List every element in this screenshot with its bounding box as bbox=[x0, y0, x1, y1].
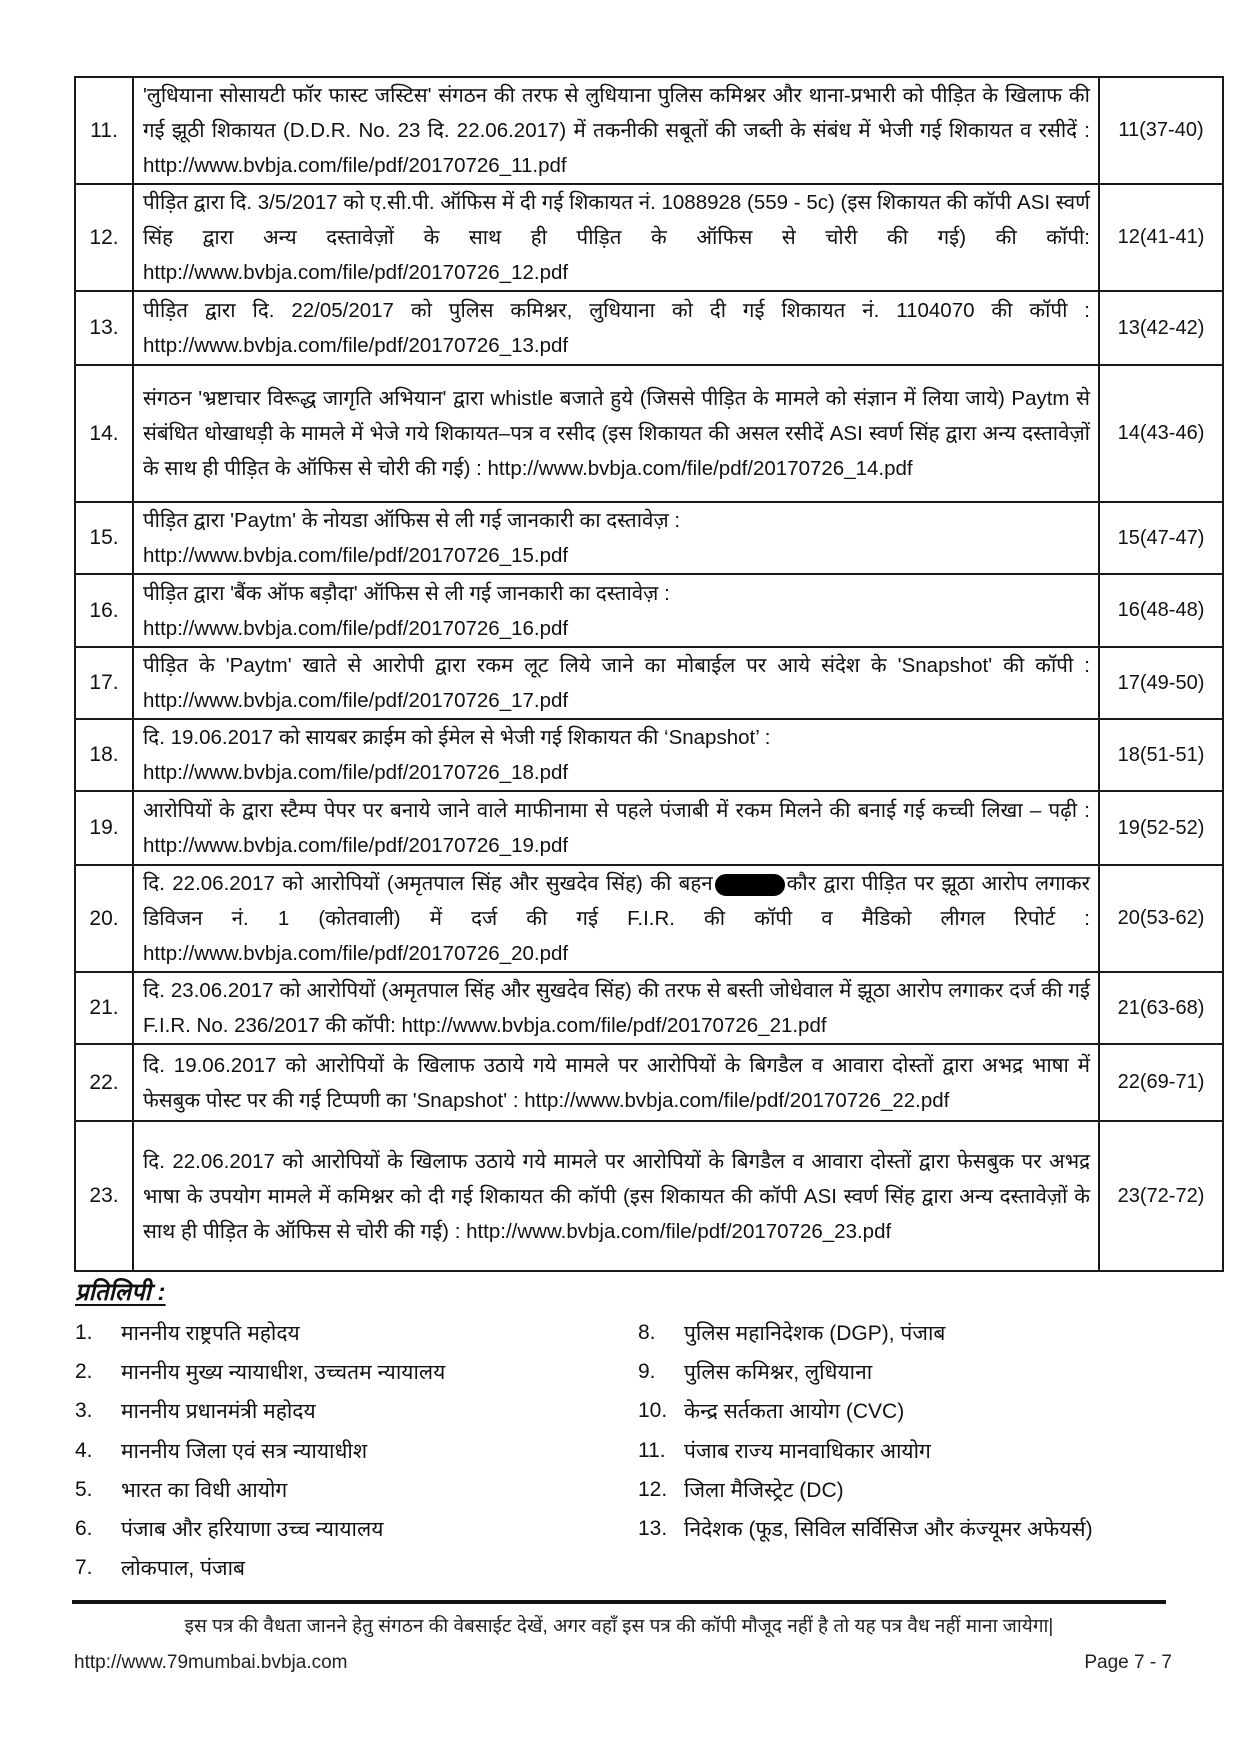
table-row bbox=[75, 719, 1223, 791]
description-text: दि. 23.06.2017 को आरोपियों (अमृतपाल सिंह और सुखदेव सिंह) की तरफ से बस्ती जोधेवाल में झूठा आरोप लगाकर दर्ज की गई F.I.R. No. 236/2017 की कॉपी: http://www.bvbja.com/file/pdf/20170726_21.pdf bbox=[143, 979, 1090, 1037]
description-text: पीड़ित द्वारा 'Paytm' के नोयडा ऑफिस से ली गई जानकारी का दस्तावेज़ : bbox=[143, 509, 681, 532]
footer-validity-note: इस पत्र की वैधता जानने हेतु संगठन की वेबसाईट देखें, अगर वहाँ इस पत्र की कॉपी मौजूद नहीं है तो यह पत्र वैध नहीं माना जायेगा| bbox=[184, 1616, 1054, 1637]
list-item bbox=[75, 1549, 445, 1588]
document-link[interactable]: http://www.bvbja.com/file/pdf/20170726_15.pdf bbox=[143, 544, 569, 567]
redaction-mark bbox=[715, 874, 785, 896]
list-item-text: पुलिस महानिदेशक (DGP), पंजाब bbox=[684, 1321, 946, 1345]
row-number: 17. bbox=[75, 647, 133, 719]
table-row bbox=[75, 972, 1223, 1044]
description-text: आरोपियों के द्वारा स्टैम्प पेपर पर बनाये जाने वाले माफीनामा से पहले पंजाबी में रकम मिलने की बनाई गई कच्ची लिखा – पढ़ी : http://www.bvbja.com/file/pdf/20170726_19.pdf bbox=[143, 799, 1090, 857]
table-row bbox=[75, 365, 1223, 502]
page-reference: 14(43-46) bbox=[1099, 365, 1223, 502]
row-description bbox=[133, 647, 1099, 719]
list-item-text: भारत का विधी आयोग bbox=[121, 1478, 288, 1502]
table-row bbox=[75, 647, 1223, 719]
list-item-number: 3. bbox=[75, 1399, 93, 1423]
list-item-text: माननीय मुख्य न्यायाधीश, उच्चतम न्यायालय bbox=[121, 1360, 446, 1384]
description-text: पीड़ित द्वारा दि. 22/05/2017 को पुलिस कमिश्नर, लुधियाना को दी गई शिकायत नं. 1104070 की कॉपी : http://www.bvbja.com/file/pdf/20170726_13.pdf bbox=[143, 299, 1090, 357]
row-number: 14. bbox=[75, 365, 133, 502]
row-description bbox=[133, 77, 1099, 184]
table-row bbox=[75, 502, 1223, 574]
page-reference: 17(49-50) bbox=[1099, 647, 1223, 719]
list-item-number: 7. bbox=[75, 1556, 93, 1580]
description-text: पीड़ित द्वारा 'बैंक ऑफ बड़ौदा' ऑफिस से ली गई जानकारी का दस्तावेज़ : bbox=[143, 581, 670, 605]
description-text: दि. 19.06.2017 को आरोपियों के खिलाफ उठाये गये मामले पर आरोपियों के बिगडैल व आवारा दोस्तों द्वारा अभद्र भाषा में फेसबुक पोस्ट पर की गई टिप्पणी का 'Snapshot' : http://www.bvbja.com/file/pdf/20170726_22.pdf bbox=[143, 1053, 1090, 1112]
description-text: संगठन 'भ्रष्टाचार विरूद्ध जागृति अभियान' द्वारा whistle बजाते हुये (जिससे पीड़ित के मामले को संज्ञान में लिया जाये) Paytm से संबंधित धोखाधड़ी के मामले में भेजे गये शिकायत–पत्र व रसीद (इस शिकायत की असल रसीदें ASI स्वर्ण सिंह द्वारा अन्य दस्तावेज़ों के साथ ही पीड़ित के ऑफिस से चोरी की गई) : http://www.bvbja.com/file/pdf/20170726_14.pdf bbox=[143, 387, 1090, 480]
list-item-number: 10. bbox=[638, 1399, 668, 1423]
list-item-number: 1. bbox=[75, 1320, 93, 1344]
row-number: 18. bbox=[75, 719, 133, 791]
list-item-number: 6. bbox=[75, 1517, 93, 1541]
description-text: दि. 22.06.2017 को आरोपियों के खिलाफ उठाये गये मामले पर आरोपियों के बिगडैल व आवारा दोस्तों द्वारा फेसबुक पर अभद्र भाषा के उपयोग मामले में कमिश्नर को दी गई शिकायत की कॉपी (इस शिकायत की कॉपी ASI स्वर्ण सिंह द्वारा अन्य दस्तावेज़ों के साथ ही पीड़ित के ऑफिस से चोरी की गई) : http://www.bvbja.com/file/pdf/20170726_23.pdf bbox=[143, 1149, 1090, 1243]
description-text: पीड़ित के 'Paytm' खाते से आरोपी द्वारा रकम लूट लिये जाने का मोबाईल पर आये संदेश के 'Snapshot' की कॉपी : http://www.bvbja.com/file/pdf/20170726_17.pdf bbox=[143, 654, 1090, 712]
list-item-text: पंजाब और हरियाणा उच्च न्यायालय bbox=[121, 1518, 384, 1542]
copy-to-list-right bbox=[638, 1313, 1093, 1549]
list-item-text: माननीय राष्ट्रपति महोदय bbox=[121, 1321, 300, 1345]
copy-to-list-left bbox=[75, 1313, 445, 1588]
row-number: 21. bbox=[75, 972, 133, 1044]
row-number: 16. bbox=[75, 574, 133, 647]
description-text: दि. 22.06.2017 को आरोपियों (अमृतपाल सिंह और सुखदेव सिंह) की बहन bbox=[143, 872, 713, 895]
list-item bbox=[75, 1392, 445, 1431]
table-row bbox=[75, 291, 1223, 365]
row-number: 13. bbox=[75, 291, 133, 365]
list-item bbox=[638, 1392, 1093, 1431]
list-item-text: माननीय जिला एवं सत्र न्यायाधीश bbox=[121, 1439, 368, 1463]
list-item bbox=[75, 1352, 445, 1391]
list-item bbox=[75, 1431, 445, 1470]
list-item-number: 8. bbox=[638, 1320, 656, 1344]
copy-to-heading: प्रतिलिपी : bbox=[75, 1279, 166, 1306]
table-row bbox=[75, 184, 1223, 291]
row-number: 23. bbox=[75, 1121, 133, 1271]
list-item bbox=[638, 1352, 1093, 1391]
row-description bbox=[133, 574, 1099, 647]
page-number: Page 7 - 7 bbox=[1084, 1652, 1172, 1673]
description-text: कौर द्वारा पीड़ित पर झूठा आरोप लगाकर डिविजन नं. 1 (कोतवाली) में दर्ज की गई F.I.R. की कॉपी व मैडिको लीगल रिपोर्ट : http://www.bvbja.com/file/pdf/20170726_20.pdf bbox=[143, 872, 1090, 965]
document-link[interactable]: http://www.bvbja.com/file/pdf/20170726_16.pdf bbox=[143, 616, 569, 640]
list-item bbox=[638, 1313, 1093, 1352]
list-item bbox=[75, 1313, 445, 1352]
page-reference: 21(63-68) bbox=[1099, 972, 1223, 1044]
row-description bbox=[133, 719, 1099, 791]
list-item-number: 9. bbox=[638, 1359, 656, 1383]
description-text: पीड़ित द्वारा दि. 3/5/2017 को ए.सी.पी. ऑफिस में दी गई शिकायत नं. 1088928 (559 - 5c) (इस शिकायत की कॉपी ASI स्वर्ण सिंह द्वारा अन्य दस्तावेज़ों के साथ ही पीड़ित के ऑफिस से चोरी की गई) की कॉपी: http://www.bvbja.com/file/pdf/20170726_12.pdf bbox=[143, 191, 1090, 284]
footer-divider bbox=[72, 1600, 1166, 1604]
list-item-text: पंजाब राज्य मानवाधिकार आयोग bbox=[684, 1439, 931, 1463]
row-number: 19. bbox=[75, 791, 133, 865]
page-reference: 23(72-72) bbox=[1099, 1121, 1223, 1271]
page-reference: 18(51-51) bbox=[1099, 719, 1223, 791]
row-number: 12. bbox=[75, 184, 133, 291]
page-reference: 11(37-40) bbox=[1099, 77, 1223, 184]
list-item-text: निदेशक (फूड, सिविल सर्विसिज और कंज्यूमर अफेयर्स) bbox=[684, 1518, 1093, 1542]
list-item-number: 2. bbox=[75, 1359, 93, 1383]
list-item bbox=[638, 1431, 1093, 1470]
row-number: 11. bbox=[75, 77, 133, 184]
table-row bbox=[75, 574, 1223, 647]
table-row bbox=[75, 1121, 1223, 1271]
description-text: दि. 19.06.2017 को सायबर क्राईम को ईमेल से भेजी गई शिकायत की ‘Snapshot’ : bbox=[143, 726, 771, 749]
page-reference: 20(53-62) bbox=[1099, 865, 1223, 972]
list-item bbox=[75, 1470, 445, 1509]
table-row bbox=[75, 791, 1223, 865]
row-description bbox=[133, 791, 1099, 865]
list-item-text: जिला मैजिस्ट्रेट (DC) bbox=[684, 1478, 844, 1502]
footer-website-link[interactable]: http://www.79mumbai.bvbja.com bbox=[74, 1652, 348, 1673]
description-text: 'लुधियाना सोसायटी फॉर फास्ट जस्टिस' संगठन की तरफ से लुधियाना पुलिस कमिश्नर और थाना-प्रभारी को पीड़ित के खिलाफ की गई झूठी शिकायत (D.D.R. No. 23 दि. 22.06.2017) में तकनीकी सबूतों की जब्ती के संबंध में भेजी गई शिकायत व रसीदें : http://www.bvbja.com/file/pdf/20170726_11.pdf bbox=[143, 84, 1090, 177]
list-item-text: पुलिस कमिश्नर, लुधियाना bbox=[684, 1360, 873, 1384]
list-item-number: 13. bbox=[638, 1517, 668, 1541]
page-reference: 15(47-47) bbox=[1099, 502, 1223, 574]
page-reference: 13(42-42) bbox=[1099, 291, 1223, 365]
document-link[interactable]: http://www.bvbja.com/file/pdf/20170726_18.pdf bbox=[143, 761, 569, 784]
row-description bbox=[133, 184, 1099, 291]
list-item bbox=[75, 1509, 445, 1548]
row-number: 20. bbox=[75, 865, 133, 972]
list-item-number: 12. bbox=[638, 1477, 668, 1501]
row-description bbox=[133, 1044, 1099, 1121]
row-description bbox=[133, 972, 1099, 1044]
list-item bbox=[638, 1470, 1093, 1509]
document-list-table bbox=[74, 76, 1224, 1272]
page-reference: 19(52-52) bbox=[1099, 791, 1223, 865]
row-description bbox=[133, 365, 1099, 502]
list-item-text: लोकपाल, पंजाब bbox=[121, 1557, 246, 1581]
table-row bbox=[75, 865, 1223, 972]
table-row bbox=[75, 1044, 1223, 1121]
list-item-number: 11. bbox=[638, 1438, 666, 1462]
table-row bbox=[75, 77, 1223, 184]
page-reference: 16(48-48) bbox=[1099, 574, 1223, 647]
list-item-number: 4. bbox=[75, 1438, 93, 1462]
row-description bbox=[133, 1121, 1099, 1271]
row-description bbox=[133, 291, 1099, 365]
list-item-text: माननीय प्रधानमंत्री महोदय bbox=[121, 1400, 316, 1424]
list-item bbox=[638, 1509, 1093, 1548]
list-item-text: केन्द्र सर्तकता आयोग (CVC) bbox=[684, 1400, 905, 1424]
row-description bbox=[133, 865, 1099, 972]
list-item-number: 5. bbox=[75, 1477, 93, 1501]
row-number: 22. bbox=[75, 1044, 133, 1121]
page-reference: 12(41-41) bbox=[1099, 184, 1223, 291]
page-reference: 22(69-71) bbox=[1099, 1044, 1223, 1121]
row-description bbox=[133, 502, 1099, 574]
row-number: 15. bbox=[75, 502, 133, 574]
